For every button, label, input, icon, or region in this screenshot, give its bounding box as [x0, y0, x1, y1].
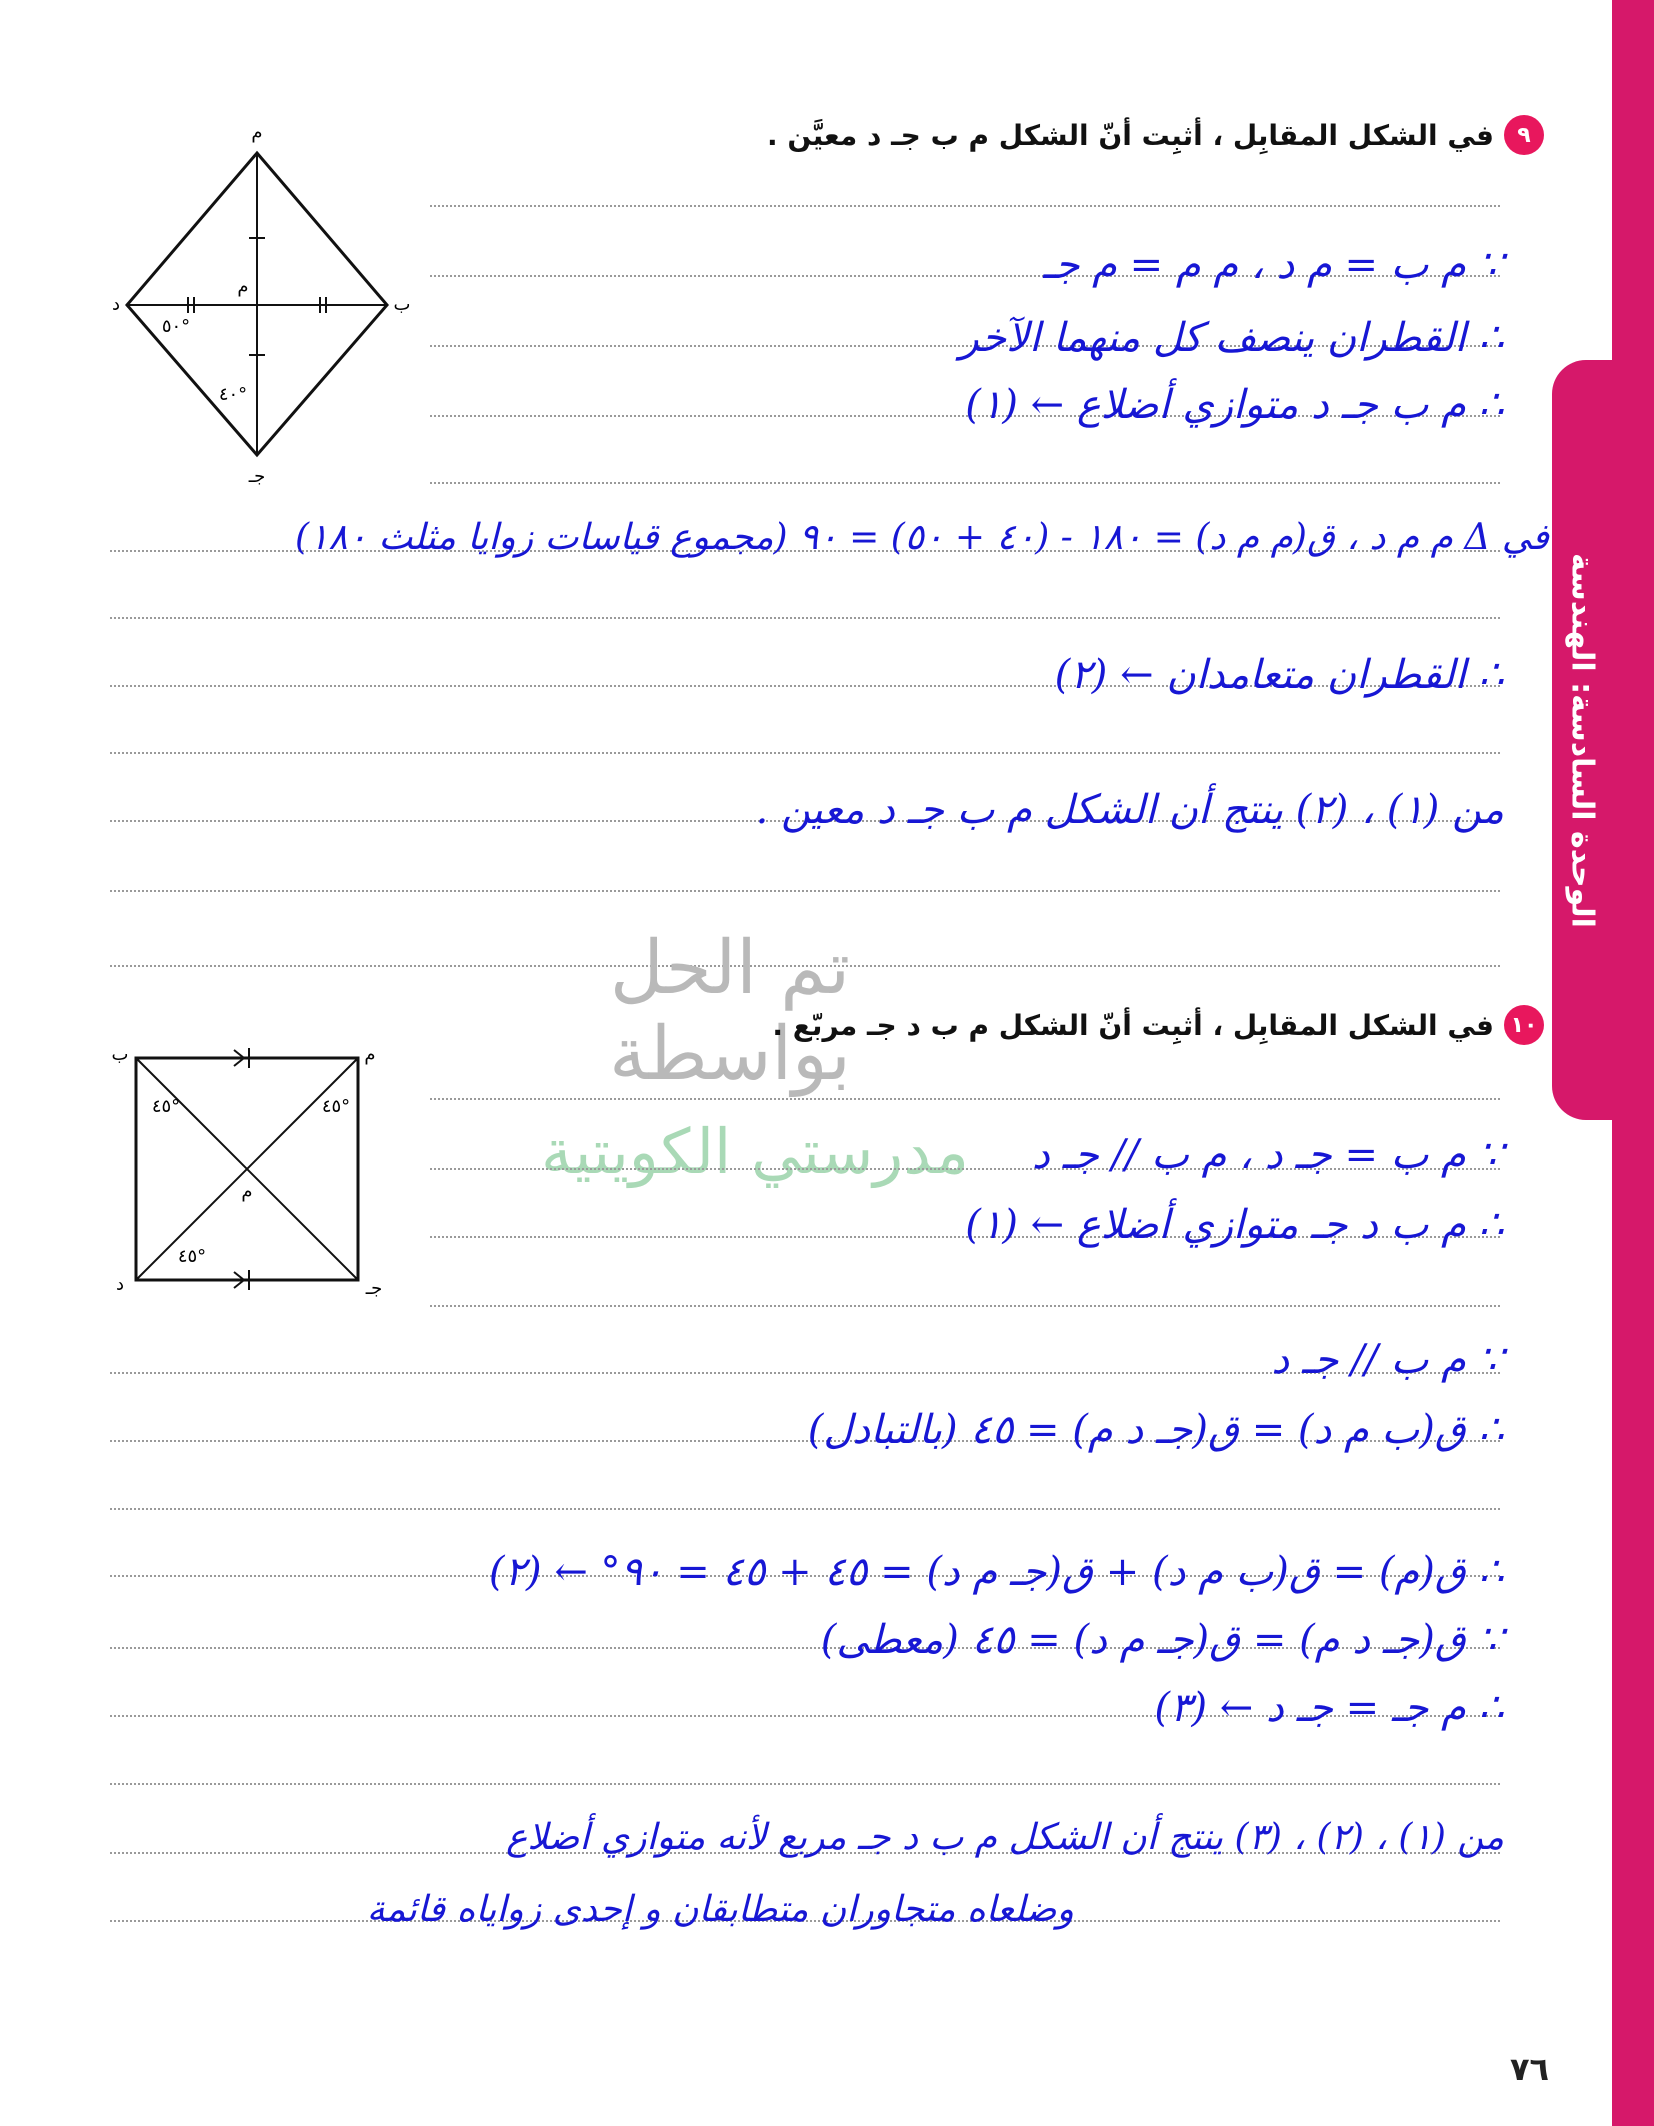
- vertex-label-right: ب: [393, 294, 411, 315]
- q9-answer-line-5: ∴ القطران متعامدان ← (٢): [1054, 652, 1504, 698]
- q10-answer-line-4: ∴ ق(ب ﻡ د) = ق(جـ د ﻡ) = ٤٥ (بالتبادل): [807, 1407, 1504, 1453]
- answer-line: [430, 205, 1500, 207]
- answer-line: [110, 1783, 1500, 1785]
- square-figure: [108, 1040, 398, 1300]
- page-number: ٧٦: [1510, 2050, 1550, 2088]
- vertex-label-left: د: [111, 294, 121, 315]
- center-label: م: [237, 276, 249, 297]
- question-10-text: في الشكل المقابِل ، أثبِت أنّ الشكل ﻡ ب د جـ مربّع .: [772, 1008, 1494, 1042]
- answer-line: [430, 482, 1500, 484]
- q10-answer-line-5: ∴ ق(ﻡ) = ق(ب ﻡ د) + ق(جـ ﻡ د) = ٤٥ + ٤٥ = ٩٠° ← (٢): [488, 1549, 1504, 1595]
- side-color-bar: [1612, 0, 1654, 2126]
- angle-label-45-b: ٤٥°: [321, 1096, 351, 1117]
- question-10-number: ١٠: [1504, 1005, 1544, 1045]
- q10-answer-line-7: ∴ ﻡ جـ = جـ د ← (٣): [1154, 1685, 1504, 1731]
- vertex-label-bottom-left: د: [115, 1274, 125, 1295]
- question-9-text: في الشكل المقابِل ، أثبِت أنّ الشكل ﻡ ب جـ د معيَّن .: [767, 118, 1494, 152]
- answer-line: [110, 617, 1500, 619]
- q9-answer-line-6: من (١) ، (٢) ينتج أن الشكل ﻡ ب جـ د معين .: [755, 787, 1504, 833]
- center-label: م: [241, 1181, 253, 1202]
- vertex-label-bottom-right: جـ: [365, 1278, 383, 1299]
- vertex-label-top-left: ب: [111, 1044, 129, 1065]
- q9-answer-line-3: ∴ ﻡ ب جـ د متوازي أضلاع ← (١): [965, 382, 1504, 428]
- answer-line: [110, 1508, 1500, 1510]
- rhombus-figure: [110, 110, 420, 490]
- q10-answer-line-9: وضلعاه متجاوران متطابقان و إحدى زواياه قائمة: [366, 1889, 1074, 1930]
- answer-line: [430, 1305, 1500, 1307]
- q9-answer-line-4: في Δ ﻡ م د ، ق(ﻡ م د) = ١٨٠ - (٤٠ + ٥٠) = ٩٠ (مجموع قياسات زوايا مثلث ١٨٠): [295, 517, 1549, 558]
- question-9-number: ٩: [1504, 115, 1544, 155]
- angle-label-45-a: ٤٥°: [151, 1096, 181, 1117]
- q10-answer-line-8: من (١) ، (٢) ، (٣) ينتج أن الشكل ﻡ ب د جـ مربع لأنه متوازي أضلاع: [505, 1817, 1504, 1858]
- q10-answer-line-3: ∵ ﻡ ب // جـ د: [1271, 1337, 1504, 1383]
- angle-label-40: ٤٠°: [218, 384, 248, 405]
- answer-line: [110, 890, 1500, 892]
- angle-label-50: ٥٠°: [161, 316, 191, 337]
- unit-tab-label: الوحدة السادسة: الهندسة: [1564, 552, 1600, 928]
- q10-answer-line-6: ∵ ق(جـ د ﻡ) = ق(جـ ﻡ د) = ٤٥ (معطى): [820, 1617, 1504, 1663]
- vertex-label-top: ﻡ: [251, 122, 263, 143]
- answer-line: [430, 1098, 1500, 1100]
- q9-answer-line-2: ∴ القطران ينصف كل منهما الآخر: [959, 315, 1504, 361]
- q10-answer-line-2: ∴ ﻡ ب د جـ متوازي أضلاع ← (١): [965, 1202, 1504, 1248]
- question-10-header: [772, 1005, 1544, 1045]
- answer-line: [110, 752, 1500, 754]
- question-9-header: [767, 115, 1544, 155]
- unit-side-tab: [1552, 360, 1612, 1120]
- angle-label-45-c: ٤٥°: [177, 1246, 207, 1267]
- vertex-label-bottom: جـ: [248, 466, 266, 487]
- watermark-line-1: تم الحل بواسطة: [609, 925, 851, 1097]
- q9-answer-line-1: ∵ م ب = م د ، م ﻡ = م جـ: [1043, 242, 1504, 288]
- q10-answer-line-1: ∵ ﻡ ب = جـ د ، ﻡ ب // جـ د: [1031, 1132, 1504, 1178]
- vertex-label-top-right: ﻡ: [364, 1044, 376, 1065]
- watermark-line-2: مدرستي الكويتية: [540, 1115, 970, 1188]
